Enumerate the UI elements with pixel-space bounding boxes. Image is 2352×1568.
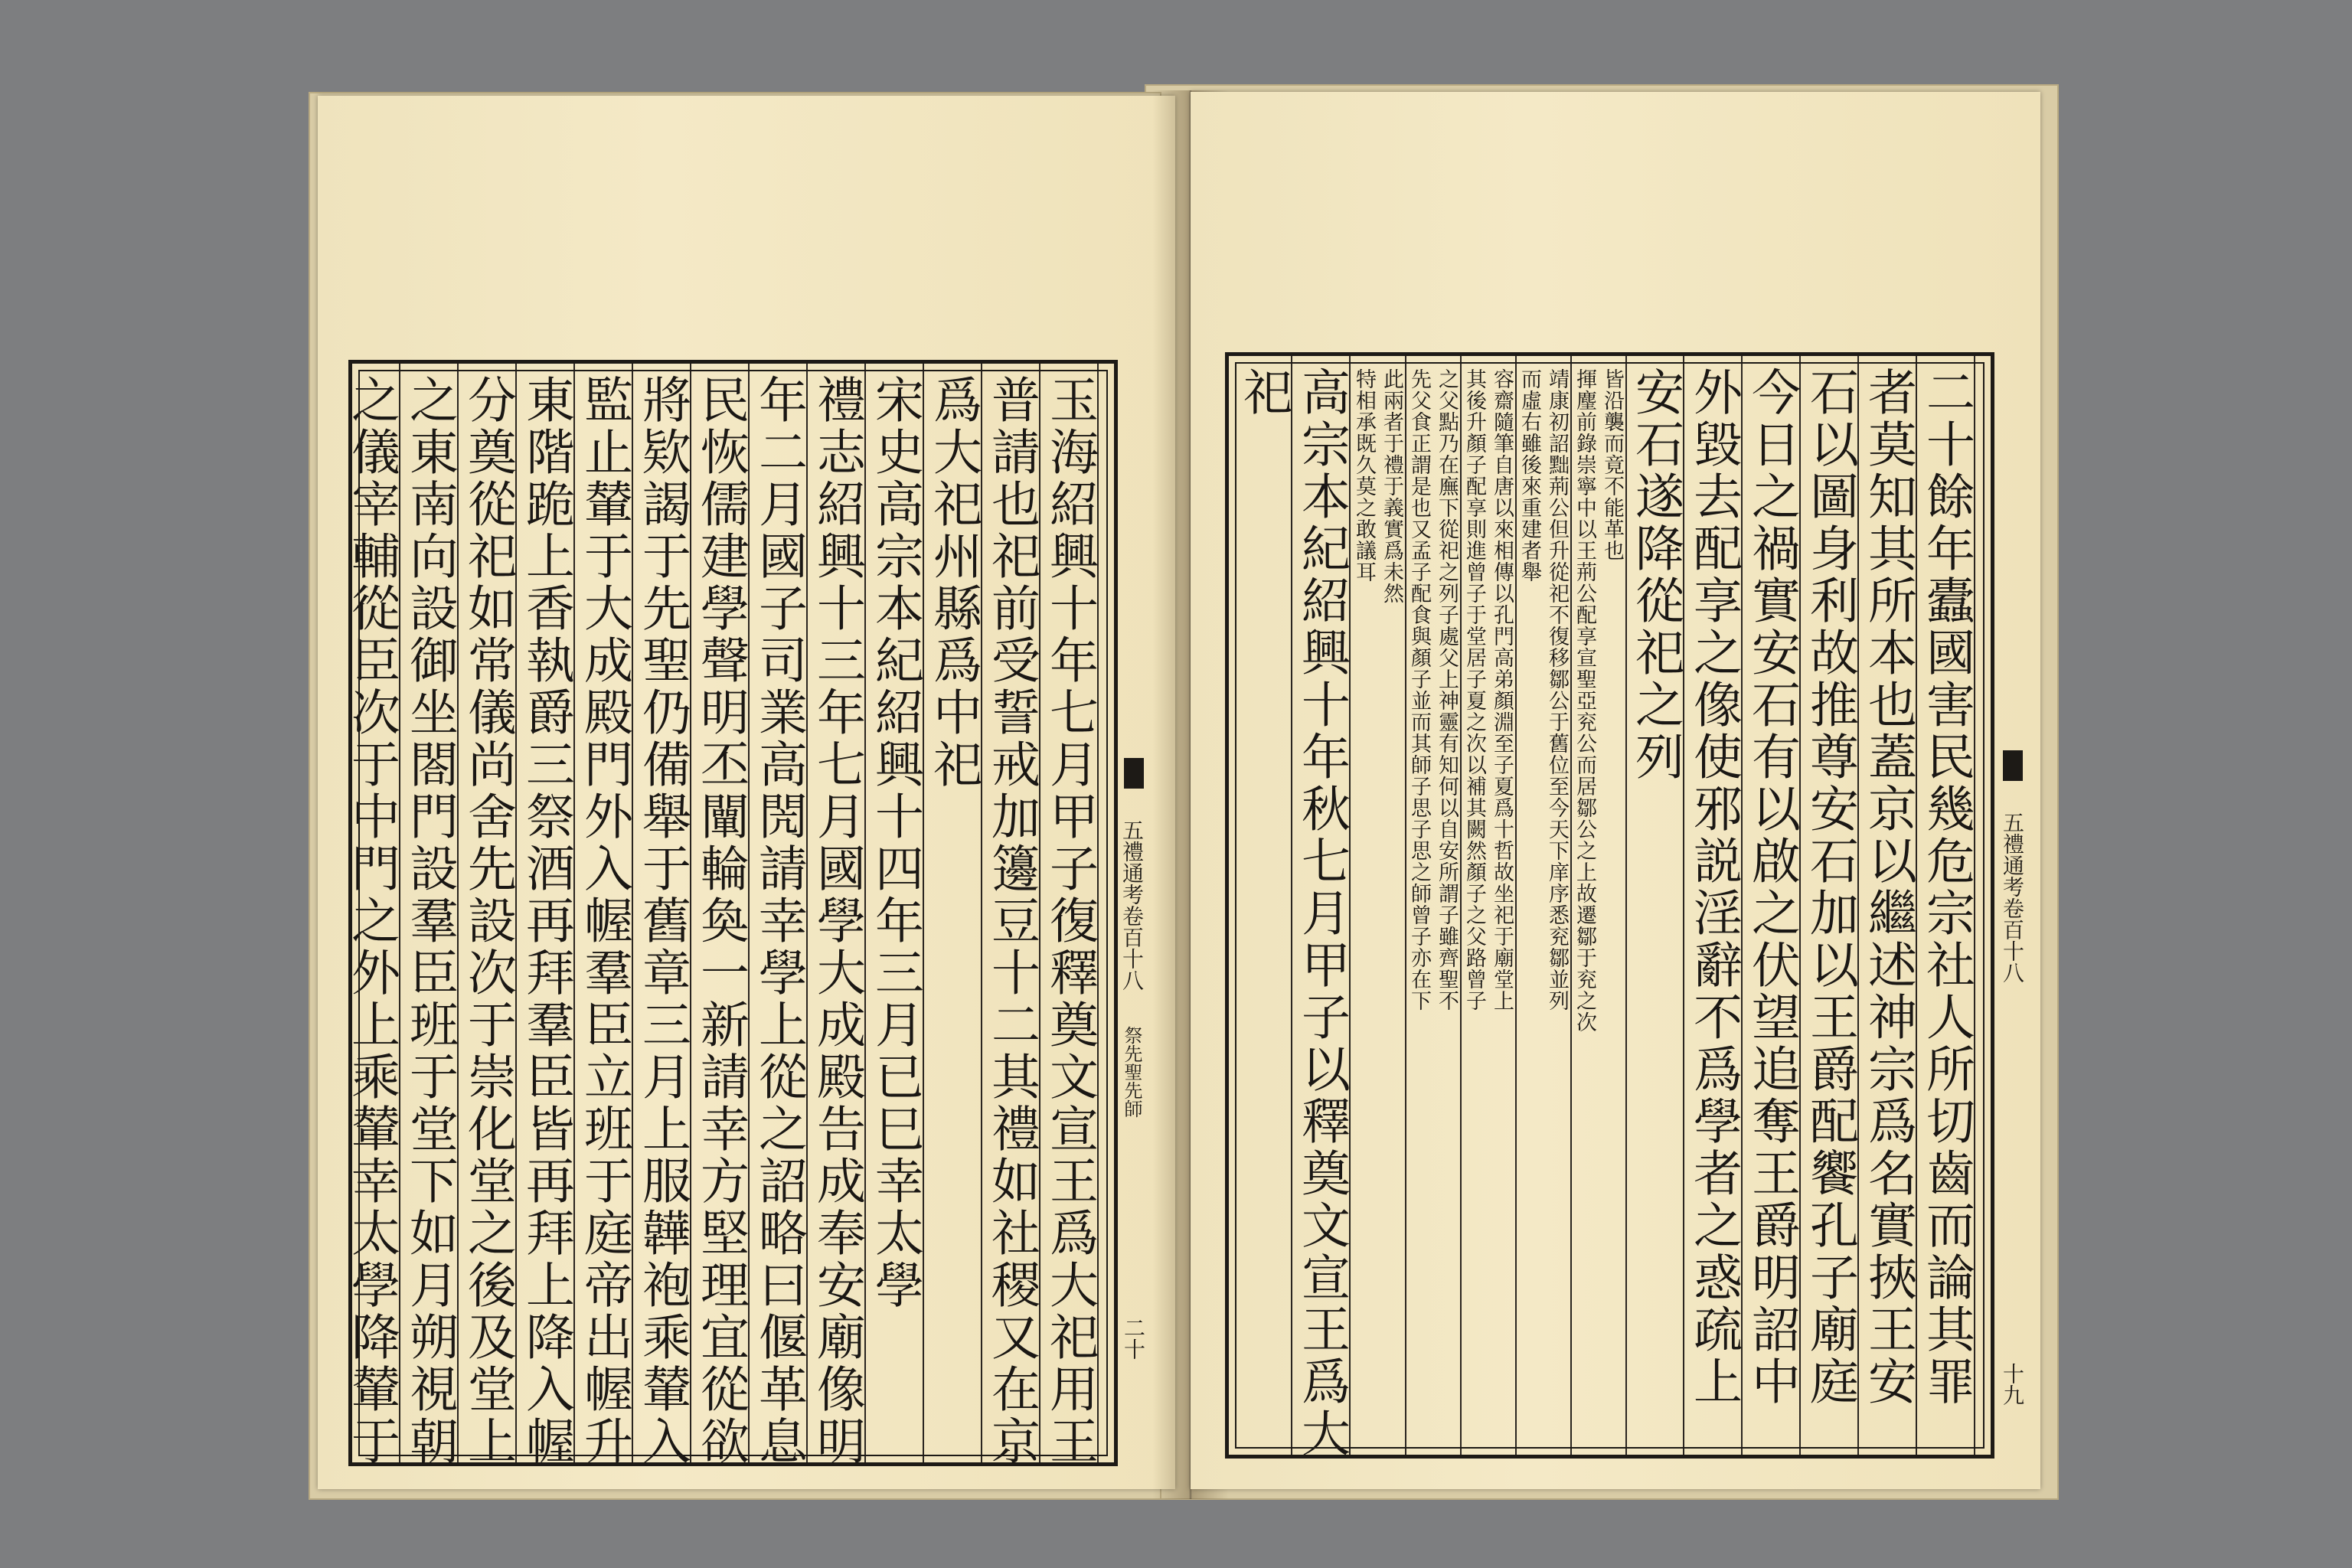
- fish-tail-mark: [1124, 758, 1144, 789]
- text-column: 年二月國子司業高閌請幸學上從之詔略曰偃革息: [750, 374, 807, 1468]
- text-column: 民恢儒建學聲明丕闡輪奐一新請幸方堅理宜從欲: [692, 374, 749, 1468]
- text-column: 之儀宰輔從臣次于中門之外上乘輦幸太學降輦于: [343, 374, 400, 1468]
- commentary-column: 靖康初詔黜荊公但升從祀不復移鄒公于舊位至今天下庠序悉兖鄒並列: [1545, 368, 1569, 1011]
- column-rule: [1039, 364, 1040, 1462]
- commentary-column: 皆沿襲而竟不能革也: [1600, 368, 1624, 561]
- commentary-column: 之父點乃在廡下從祀之列子處父上神靈有知何以自安所謂子雖齊聖不: [1435, 368, 1459, 1011]
- fish-tail-mark-right: [2003, 750, 2023, 781]
- column-rule: [981, 364, 982, 1462]
- commentary-column: 容齋隨筆自唐以來相傳以孔門高弟顏淵至子夏爲十哲故坐祀于廟堂上: [1490, 368, 1514, 1011]
- left-text-frame: [343, 360, 1118, 1468]
- column-rule: [1625, 356, 1627, 1455]
- open-book: [318, 92, 2063, 1493]
- column-rule: [632, 364, 633, 1462]
- column-rule: [1515, 356, 1517, 1455]
- column-rule: [1741, 356, 1743, 1455]
- text-column: 爲大祀州縣爲中祀: [925, 374, 982, 791]
- column-rule: [748, 364, 750, 1462]
- text-column: 二十餘年蠹國害民幾危宗社人所切齒而論其罪: [1918, 367, 1975, 1408]
- left-margin-title: 五禮通考卷百十八: [1119, 819, 1145, 991]
- column-rule: [1097, 364, 1099, 1462]
- column-rule: [1291, 356, 1292, 1455]
- column-rule: [399, 364, 400, 1462]
- text-column: 安石遂降從祀之列: [1627, 367, 1684, 783]
- commentary-column: 此兩者于禮于義實爲未然: [1380, 368, 1403, 604]
- commentary-column: 其後升顏子配享則進曾子于堂居子夏之次以補其闕然顏子之父路曾子: [1462, 368, 1486, 1011]
- column-rule: [806, 364, 808, 1462]
- text-column: 禮志紹興十三年七月國學大成殿告成奉安廟像明: [808, 374, 865, 1468]
- column-rule: [1916, 356, 1917, 1455]
- text-column: 今日之禍實安石有以啟之伏望追奪王爵明詔中: [1743, 367, 1800, 1408]
- right-page: [1191, 92, 2040, 1489]
- column-rule: [864, 364, 866, 1462]
- text-column: 將欵謁于先聖仍備舉于舊章三月上服韡袍乘輦入: [634, 374, 691, 1468]
- column-rule: [573, 364, 575, 1462]
- right-columns: [1229, 356, 1991, 1460]
- column-rule: [457, 364, 459, 1462]
- column-rule: [1405, 356, 1406, 1455]
- text-column: 普請也祀前受誓戒加籩豆十二其禮如社稷又在京: [983, 374, 1040, 1468]
- left-columns: [343, 364, 1114, 1468]
- text-column: 者莫知其所本也蓋京以繼述神宗爲名實挾王安: [1860, 367, 1916, 1408]
- column-rule: [1857, 356, 1859, 1455]
- text-column: 宋史高宗本紀紹興十四年三月已巳幸太學: [867, 374, 923, 1312]
- right-margin-title: 五禮通考卷百十八: [2000, 812, 2025, 983]
- text-column: 東階跪上香執爵三祭酒再拜羣臣皆再拜上降入幄: [518, 374, 574, 1468]
- right-margin-page: 十九: [2000, 1363, 2025, 1406]
- left-margin-strip: [1110, 360, 1156, 1462]
- column-rule: [1349, 356, 1351, 1455]
- text-column: 高宗本紀紹興十年秋七月甲子以釋奠文宣王爲大: [1293, 367, 1350, 1460]
- right-margin-strip: [1991, 352, 2037, 1455]
- text-column: 石以圖身利故推尊安石加以王爵配饗孔子廟庭: [1802, 367, 1858, 1408]
- commentary-column: 特相承既久莫之敢議耳: [1352, 368, 1376, 583]
- text-column: 分奠從祀如常儀尚舍先設次于崇化堂之後及堂上: [459, 374, 516, 1468]
- text-column: 之東南向設御坐閤門設羣臣班于堂下如月朔視朝: [401, 374, 458, 1468]
- column-rule: [690, 364, 691, 1462]
- commentary-column: 而虛右雖後來重建者舉: [1517, 368, 1541, 583]
- column-rule: [923, 364, 924, 1462]
- commentary-column: 先父食正謂是也又孟子配食與顏子並而其師子思子思之師曾子亦在下: [1407, 368, 1431, 1011]
- commentary-column: 揮麈前錄崇寧中以王荊公配享宣聖亞兖公而居鄒公之上故遷鄒于兖之次: [1573, 368, 1596, 1033]
- column-rule: [1799, 356, 1801, 1455]
- column-rule: [1974, 356, 1975, 1455]
- left-page: [318, 96, 1175, 1489]
- column-rule: [1570, 356, 1572, 1455]
- column-rule: [515, 364, 517, 1462]
- text-column: 監止輦于大成殿門外入幄羣臣立班于庭帝出幄升: [576, 374, 632, 1468]
- left-margin-section: 祭先聖先師: [1121, 1026, 1142, 1118]
- left-margin-page: 二十: [1121, 1317, 1146, 1360]
- column-rule: [1460, 356, 1462, 1455]
- right-text-frame: [1225, 352, 1994, 1459]
- column-rule: [1683, 356, 1684, 1455]
- text-column: 祀: [1235, 367, 1292, 419]
- text-column: 外毀去配享之像使邪説淫辭不爲學者之惑疏上: [1685, 367, 1742, 1408]
- text-column: 玉海紹興十年七月甲子復釋奠文宣王爲大祀用王: [1041, 374, 1098, 1468]
